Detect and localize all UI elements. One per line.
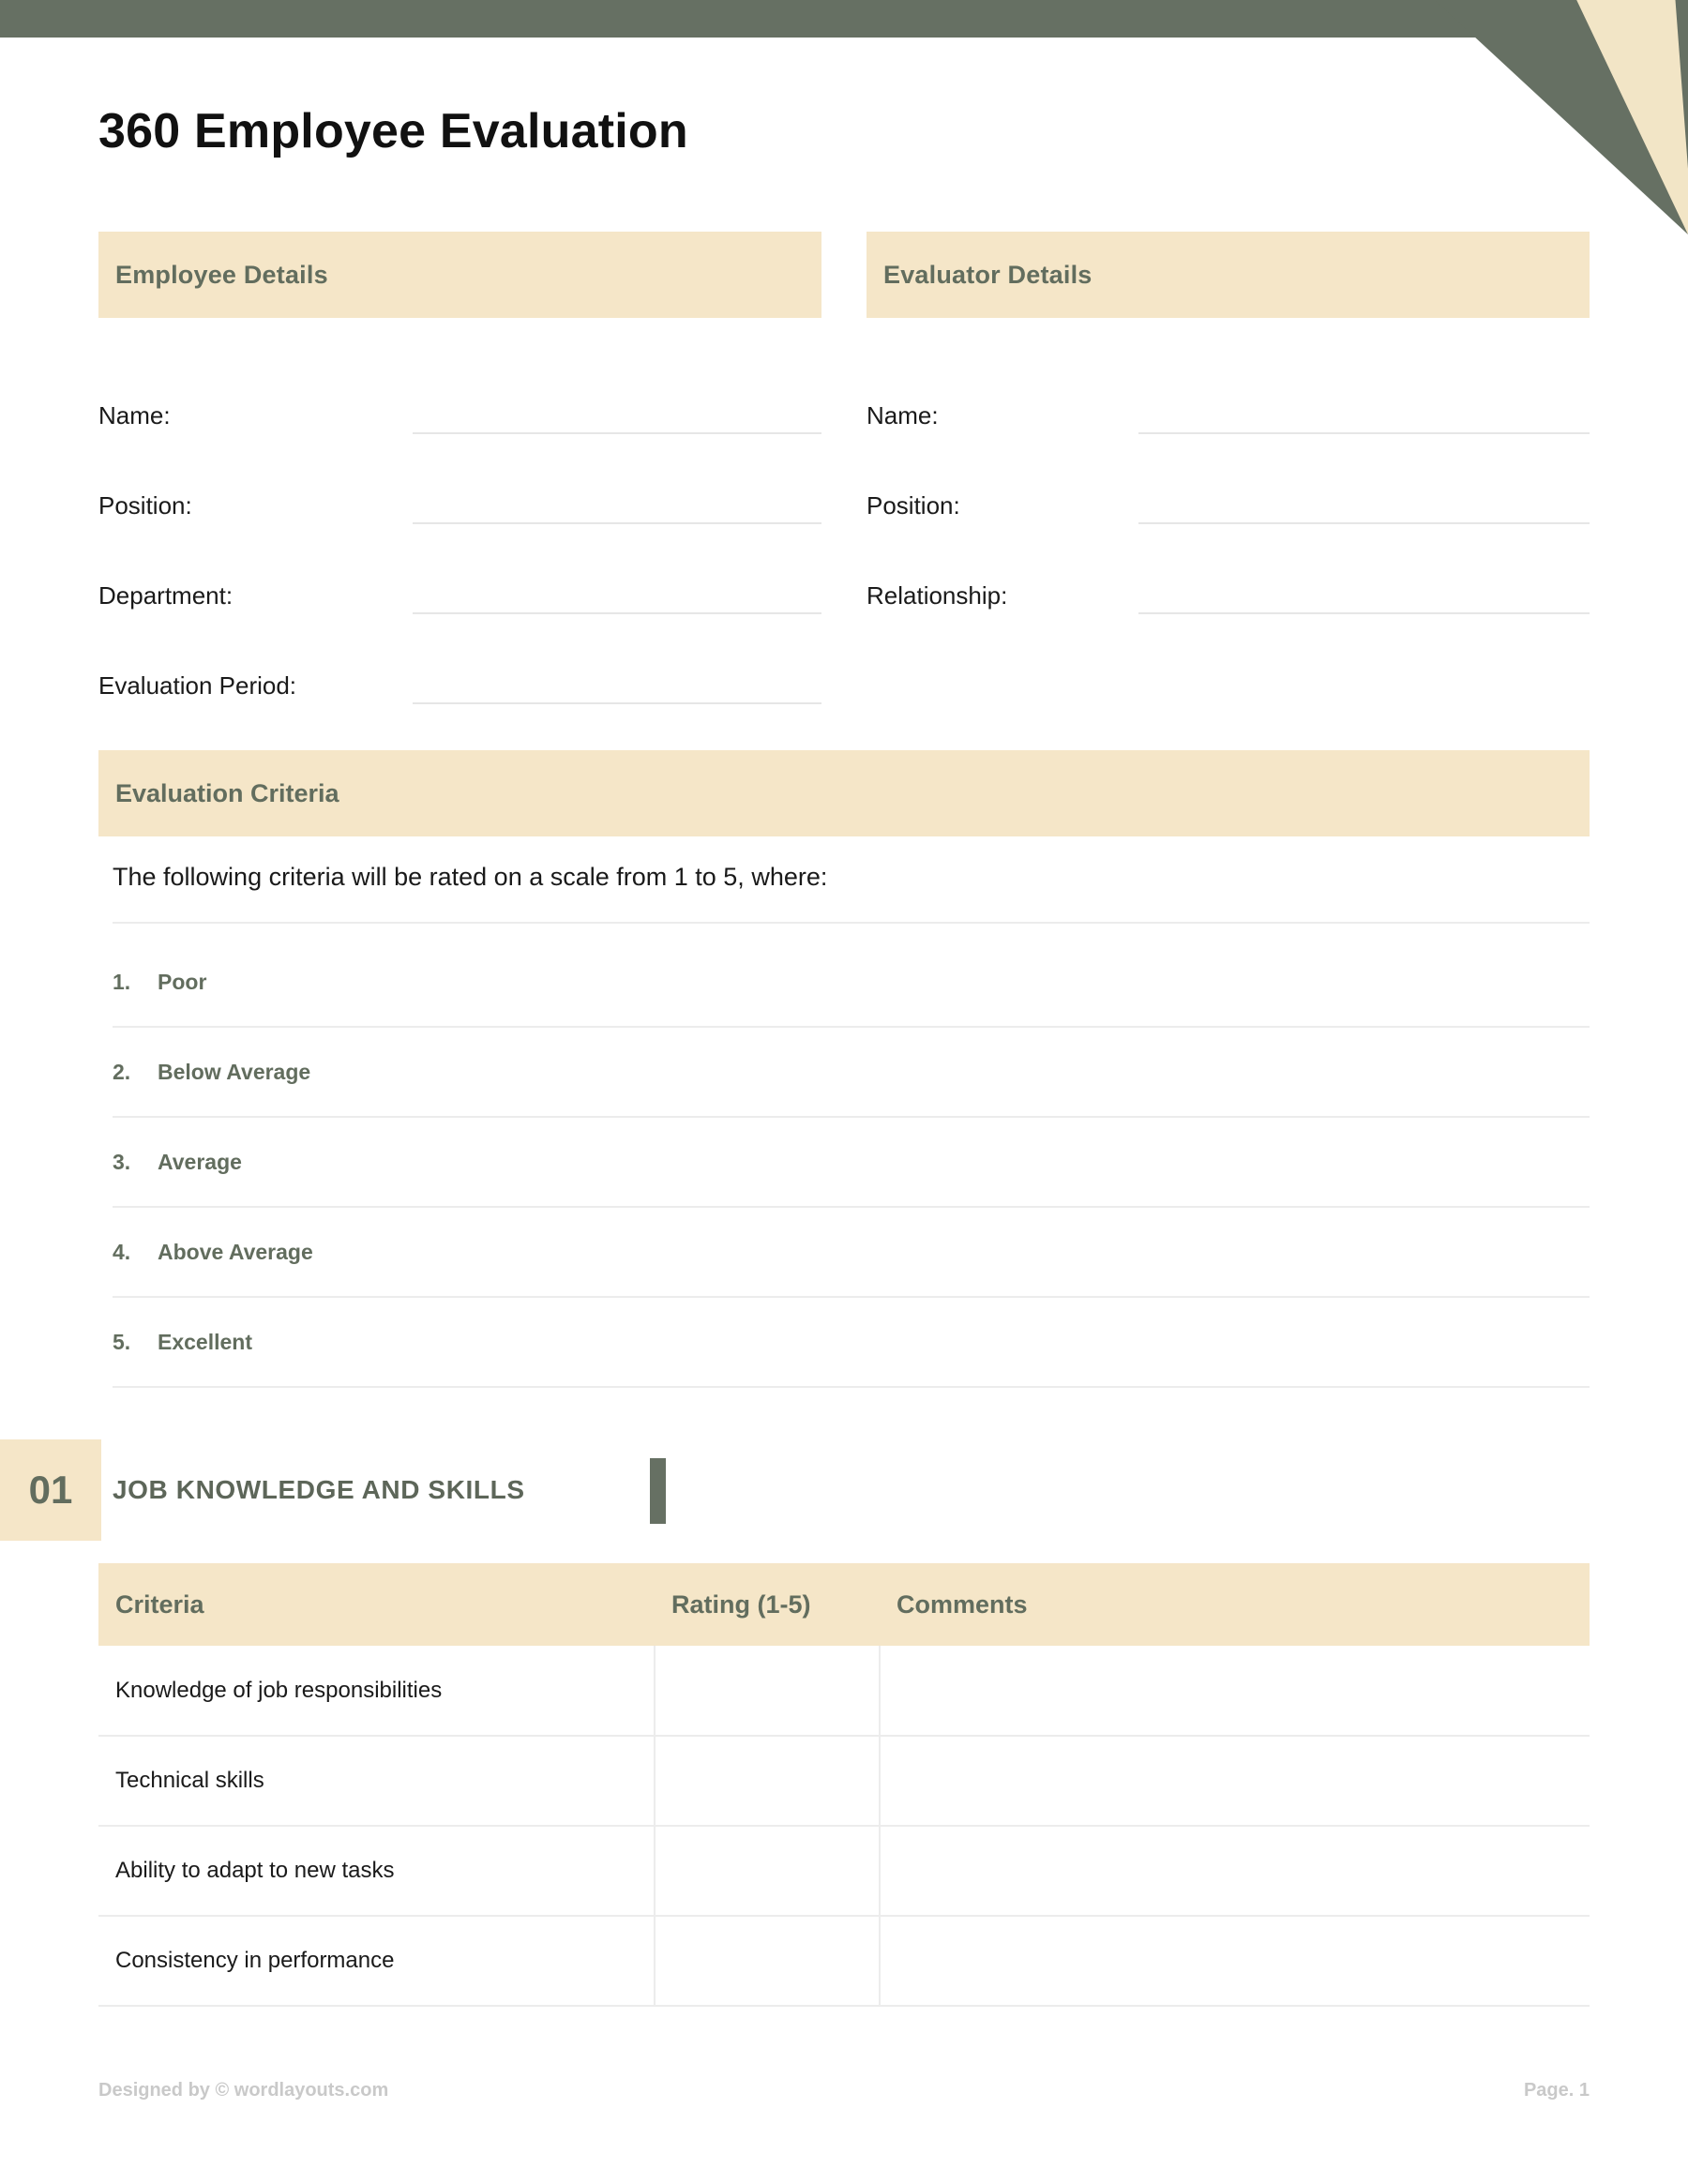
employee-evaluation-period-input[interactable] [413,701,821,704]
cell-rating[interactable] [655,1736,880,1826]
cell-rating[interactable] [655,1826,880,1916]
column-header-comments: Comments [880,1563,1590,1646]
scale-number: 3. [113,1149,131,1174]
table-row [98,1646,1590,1736]
employee-name-label: Name: [98,401,171,429]
cell-rating[interactable] [655,1916,880,2006]
scale-label: Above Average [158,1239,313,1264]
job-knowledge-table [98,1563,1590,2007]
evaluator-name-row [867,344,1590,434]
employee-evaluation-period-label: Evaluation Period: [98,671,297,700]
details-panels [98,232,1590,704]
table-row [98,1826,1590,1916]
table-row [98,1916,1590,2006]
list-item [113,1028,1590,1118]
employee-name-input[interactable] [413,431,821,434]
evaluator-details-panel [867,232,1590,704]
column-header-criteria: Criteria [98,1563,655,1646]
section-title: JOB KNOWLEDGE AND SKILLS [113,1475,525,1504]
employee-position-input[interactable] [413,521,821,524]
cell-rating[interactable] [655,1646,880,1736]
evaluator-relationship-input[interactable] [1138,611,1590,614]
scale-number: 4. [113,1239,131,1264]
footer-page-number: Page. 1 [1523,2080,1590,2101]
employee-department-input[interactable] [413,611,821,614]
footer-credit: Designed by © wordlayouts.com [98,2080,389,2101]
cell-criteria: Consistency in performance [98,1916,655,2006]
scale-number: 5. [113,1329,131,1354]
employee-details-heading: Employee Details [115,260,328,289]
section-accent-bar [650,1458,666,1524]
scale-label: Poor [158,969,207,994]
evaluator-position-input[interactable] [1138,521,1590,524]
employee-name-row [98,344,821,434]
evaluator-position-row [867,434,1590,524]
table-row [98,1736,1590,1826]
cell-criteria: Ability to adapt to new tasks [98,1826,655,1916]
employee-details-panel [98,232,821,704]
cell-comments[interactable] [880,1826,1590,1916]
corner-decoration [1435,0,1688,234]
employee-position-label: Position: [98,491,192,520]
cell-criteria: Technical skills [98,1736,655,1826]
evaluator-relationship-row [867,524,1590,614]
evaluator-position-label: Position: [867,491,960,520]
employee-details-fields [98,318,821,704]
evaluator-details-header [867,232,1590,318]
page-title: 360 Employee Evaluation [98,104,688,158]
section-one-header [0,1439,1590,1541]
table-header-row [98,1563,1590,1646]
cell-criteria: Knowledge of job responsibilities [98,1646,655,1736]
scale-label: Average [158,1149,242,1174]
scale-number: 2. [113,1059,131,1084]
list-item [113,1118,1590,1208]
employee-details-header [98,232,821,318]
evaluator-details-fields [867,318,1590,614]
rating-scale-list [113,938,1590,1388]
scale-label: Below Average [158,1059,311,1084]
cell-comments[interactable] [880,1916,1590,2006]
evaluator-name-label: Name: [867,401,939,429]
scale-label: Excellent [158,1329,252,1354]
scale-number: 1. [113,969,131,994]
employee-department-row [98,524,821,614]
evaluator-relationship-label: Relationship: [867,581,1008,610]
cell-comments[interactable] [880,1736,1590,1826]
cell-comments[interactable] [880,1646,1590,1736]
evaluator-name-input[interactable] [1138,431,1590,434]
list-item [113,1298,1590,1388]
employee-evaluation-period-row [98,614,821,704]
list-item [113,1208,1590,1298]
evaluation-criteria-heading: Evaluation Criteria [115,778,339,807]
evaluator-details-heading: Evaluator Details [883,260,1093,289]
employee-department-label: Department: [98,581,234,610]
evaluation-criteria-header [98,750,1590,836]
evaluation-criteria-intro: The following criteria will be rated on a scale from 1 to 5, where: [113,863,1590,924]
column-header-rating: Rating (1-5) [655,1563,880,1646]
list-item [113,938,1590,1028]
section-number-badge [0,1439,101,1541]
section-number: 01 [28,1468,73,1512]
employee-position-row [98,434,821,524]
